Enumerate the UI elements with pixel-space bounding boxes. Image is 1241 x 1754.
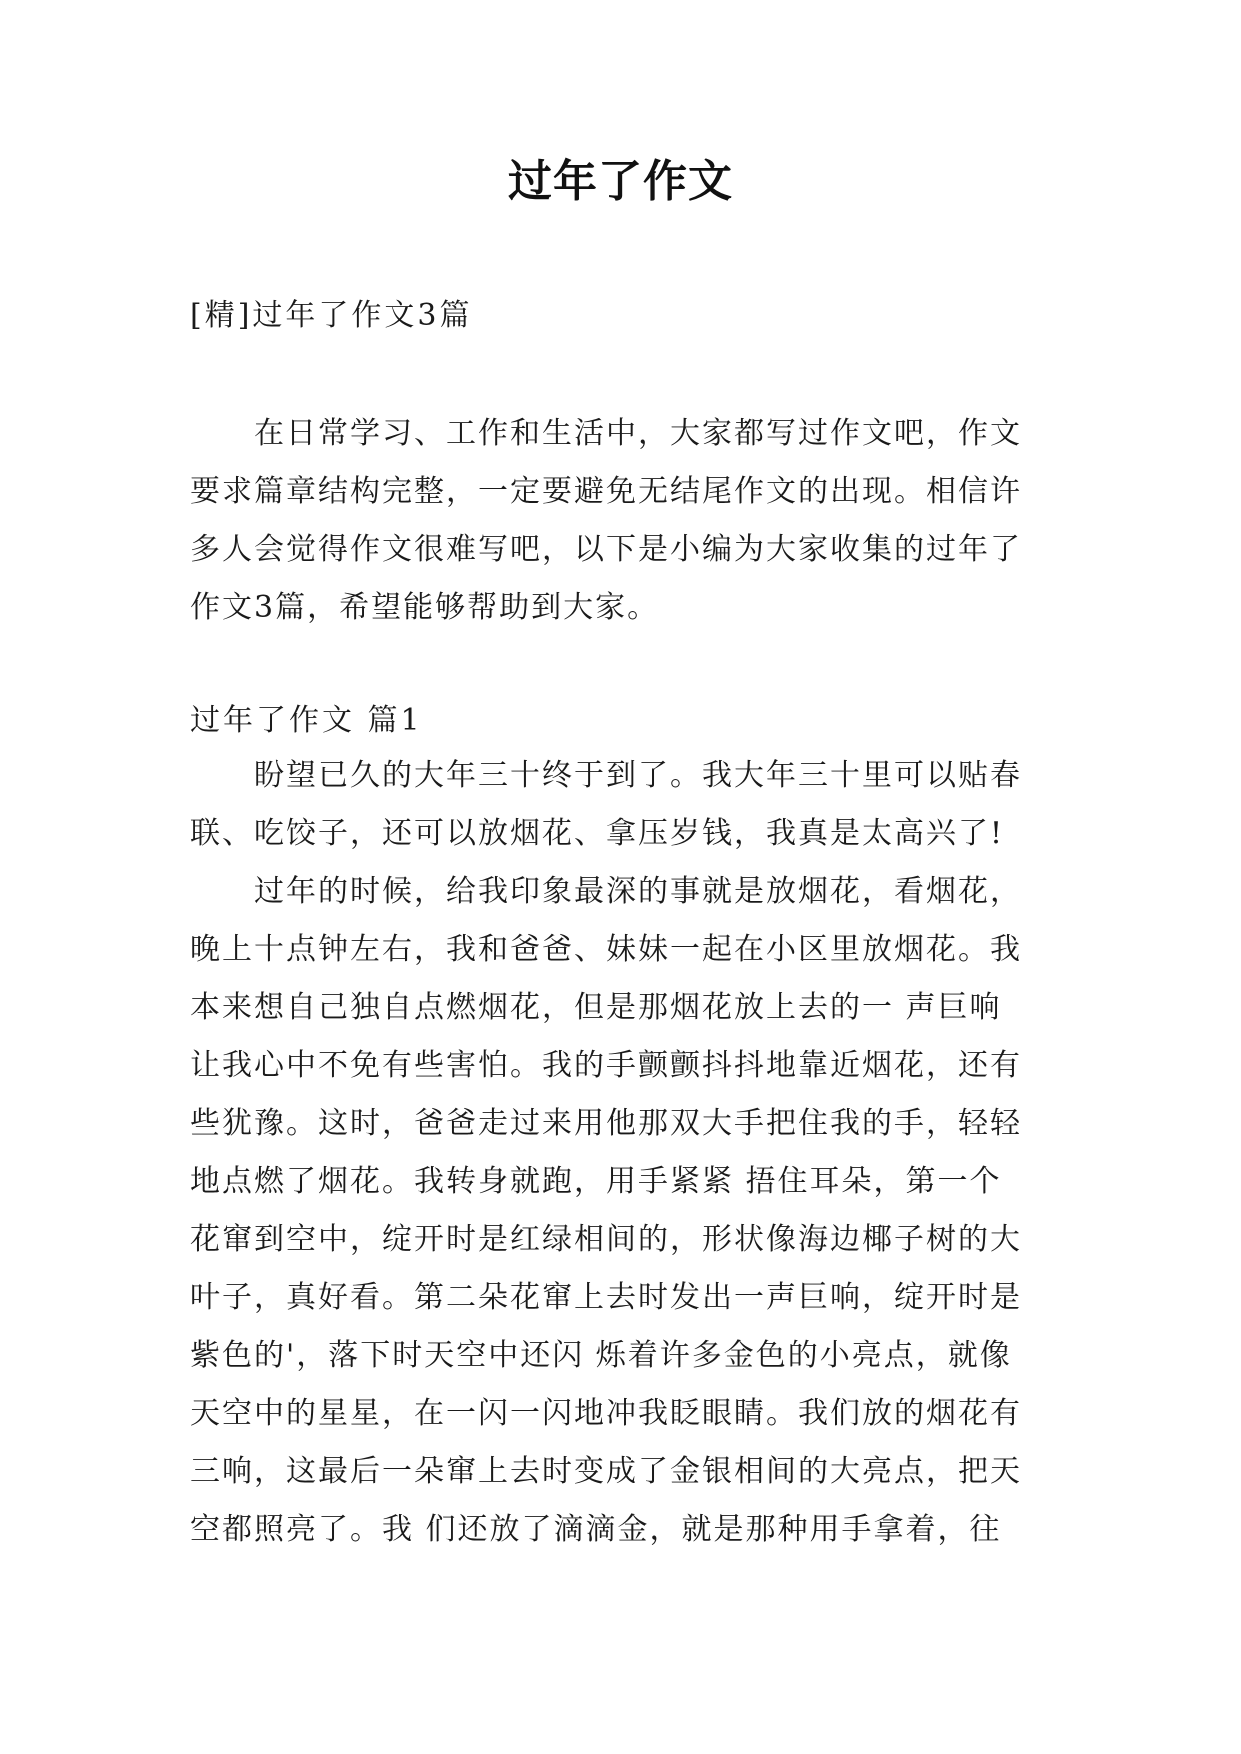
essay-line: 叶子，真好看。第二朵花窜上去时发出一声巨响，绽开时是 — [190, 1280, 1022, 1315]
intro-line: 作文3篇，希望能够帮助到大家。 — [190, 590, 660, 625]
essay-line: 本来想自己独自点燃烟花，但是那烟花放上去的一 声巨响 — [190, 990, 1002, 1025]
essay-line: 花窜到空中，绽开时是红绿相间的，形状像海边椰子树的大 — [190, 1222, 1022, 1257]
essay-line: 过年的时候，给我印象最深的事就是放烟花，看烟花， — [254, 874, 1022, 909]
essay-line: 让我心中不免有些害怕。我的手颤颤抖抖地靠近烟花，还有 — [190, 1048, 1022, 1083]
essay-line: 三响，这最后一朵窜上去时变成了金银相间的大亮点，把天 — [190, 1454, 1022, 1489]
essay-line: 地点燃了烟花。我转身就跑，用手紧紧 捂住耳朵，第一个 — [190, 1164, 1002, 1199]
essay-line: 晚上十点钟左右，我和爸爸、妹妹一起在小区里放烟花。我 — [190, 932, 1022, 967]
document-subtitle: [精]过年了作文3篇 — [190, 298, 473, 333]
essay-line: 空都照亮了。我 们还放了滴滴金，就是那种用手拿着，往 — [190, 1512, 1002, 1547]
essay-line: 紫色的'，落下时天空中还闪 烁着许多金色的小亮点，就像 — [190, 1338, 1012, 1373]
essay-line: 天空中的星星，在一闪一闪地冲我眨眼睛。我们放的烟花有 — [190, 1396, 1022, 1431]
intro-line: 在日常学习、工作和生活中，大家都写过作文吧，作文 — [254, 416, 1022, 451]
intro-paragraph — [190, 405, 1060, 637]
essay-line: 联、吃饺子，还可以放烟花、拿压岁钱，我真是太高兴了! — [190, 816, 1005, 851]
intro-line: 多人会觉得作文很难写吧，以下是小编为大家收集的过年了 — [190, 532, 1022, 567]
intro-line: 要求篇章结构完整，一定要避免无结尾作文的出现。相信许 — [190, 474, 1022, 509]
essay-line: 些犹豫。这时，爸爸走过来用他那双大手把住我的手，轻轻 — [190, 1106, 1022, 1141]
essay-body — [190, 747, 1060, 1559]
document-title: 过年了作文 — [508, 156, 733, 207]
essay-line: 盼望已久的大年三十终于到了。我大年三十里可以贴春 — [254, 758, 1022, 793]
section-heading: 过年了作文 篇1 — [190, 703, 423, 738]
